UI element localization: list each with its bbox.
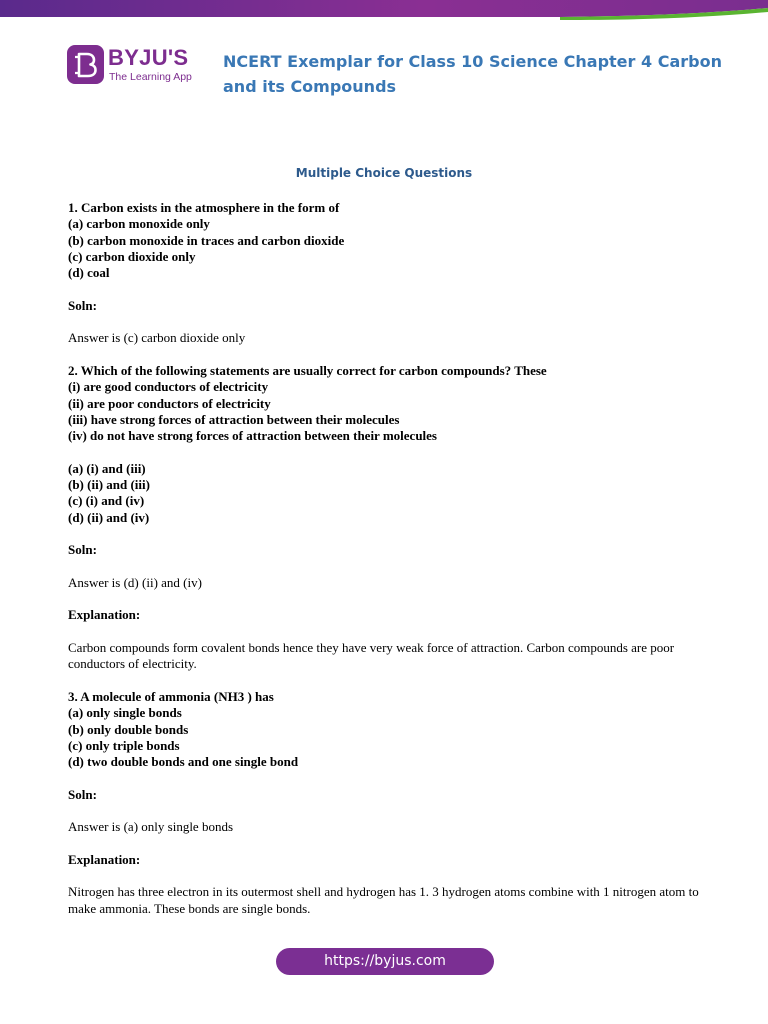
question-1-soln-label: Soln: (68, 297, 97, 313)
question-3-soln-label: Soln: (68, 786, 97, 802)
question-3-explanation: Nitrogen has three electron in its outermost shell and hydrogen has 1. 3 hydrogen atoms combine with 1 nitrogen atom to make ammonia. These bonds are single bonds. (68, 884, 699, 916)
question-2-text: 2. Which of the following statements are usually correct for carbon compounds? These (68, 362, 547, 378)
top-decorative-band (0, 0, 768, 22)
question-3-option-b: (b) only double bonds (68, 721, 189, 737)
byjus-logo (67, 45, 202, 87)
question-2-answer: Answer is (d) (ii) and (iv) (68, 574, 202, 590)
question-1-answer: Answer is (c) carbon dioxide only (68, 330, 246, 346)
page-title: NCERT Exemplar for Class 10 Science Chapter 4 Carbon and its Compounds (223, 52, 722, 96)
question-2-statement-i: (i) are good conductors of electricity (68, 379, 269, 395)
question-2-option-a: (a) (i) and (iii) (68, 460, 146, 476)
question-2-statement-iii: (iii) have strong forces of attraction between their molecules (68, 411, 400, 427)
question-3-answer: Answer is (a) only single bonds (68, 819, 234, 835)
question-2-soln-label: Soln: (68, 542, 97, 558)
question-1-option-d: (d) coal (68, 265, 110, 281)
question-1-option-b: (b) carbon monoxide in traces and carbon dioxide (68, 232, 345, 248)
question-1-option-c: (c) carbon dioxide only (68, 248, 196, 264)
logo-b-icon (67, 45, 104, 84)
question-3-option-d: (d) two double bonds and one single bond (68, 754, 299, 770)
question-2-option-b: (b) (ii) and (iii) (68, 477, 150, 493)
logo-tagline: The Learning App (109, 71, 192, 83)
question-2-explanation-label: Explanation: (68, 607, 141, 623)
section-heading: Multiple Choice Questions (295, 166, 473, 180)
question-3-option-a: (a) only single bonds (68, 705, 182, 721)
document-body (68, 200, 708, 917)
question-2-option-d: (d) (ii) and (iv) (68, 509, 150, 525)
logo-brand-name: BYJU'S (108, 45, 189, 70)
question-3-explanation-label: Explanation: (68, 851, 141, 867)
question-3-text: 3. A molecule of ammonia (NH3 ) has (68, 688, 274, 704)
question-2-statement-iv: (iv) do not have strong forces of attraction between their molecules (68, 428, 437, 444)
question-3-option-c: (c) only triple bonds (68, 737, 180, 753)
question-2-option-c: (c) (i) and (iv) (68, 493, 145, 509)
question-2-explanation: Carbon compounds form covalent bonds hence they have very weak force of attraction. Carbon compounds are poor conductors of electricity. (68, 640, 675, 672)
question-2-statement-ii: (ii) are poor conductors of electricity (68, 395, 271, 411)
footer-website-link[interactable]: https://byjus.com (276, 948, 494, 975)
question-1-text: 1. Carbon exists in the atmosphere in the form of (68, 200, 340, 215)
question-1-option-a: (a) carbon monoxide only (68, 216, 210, 232)
